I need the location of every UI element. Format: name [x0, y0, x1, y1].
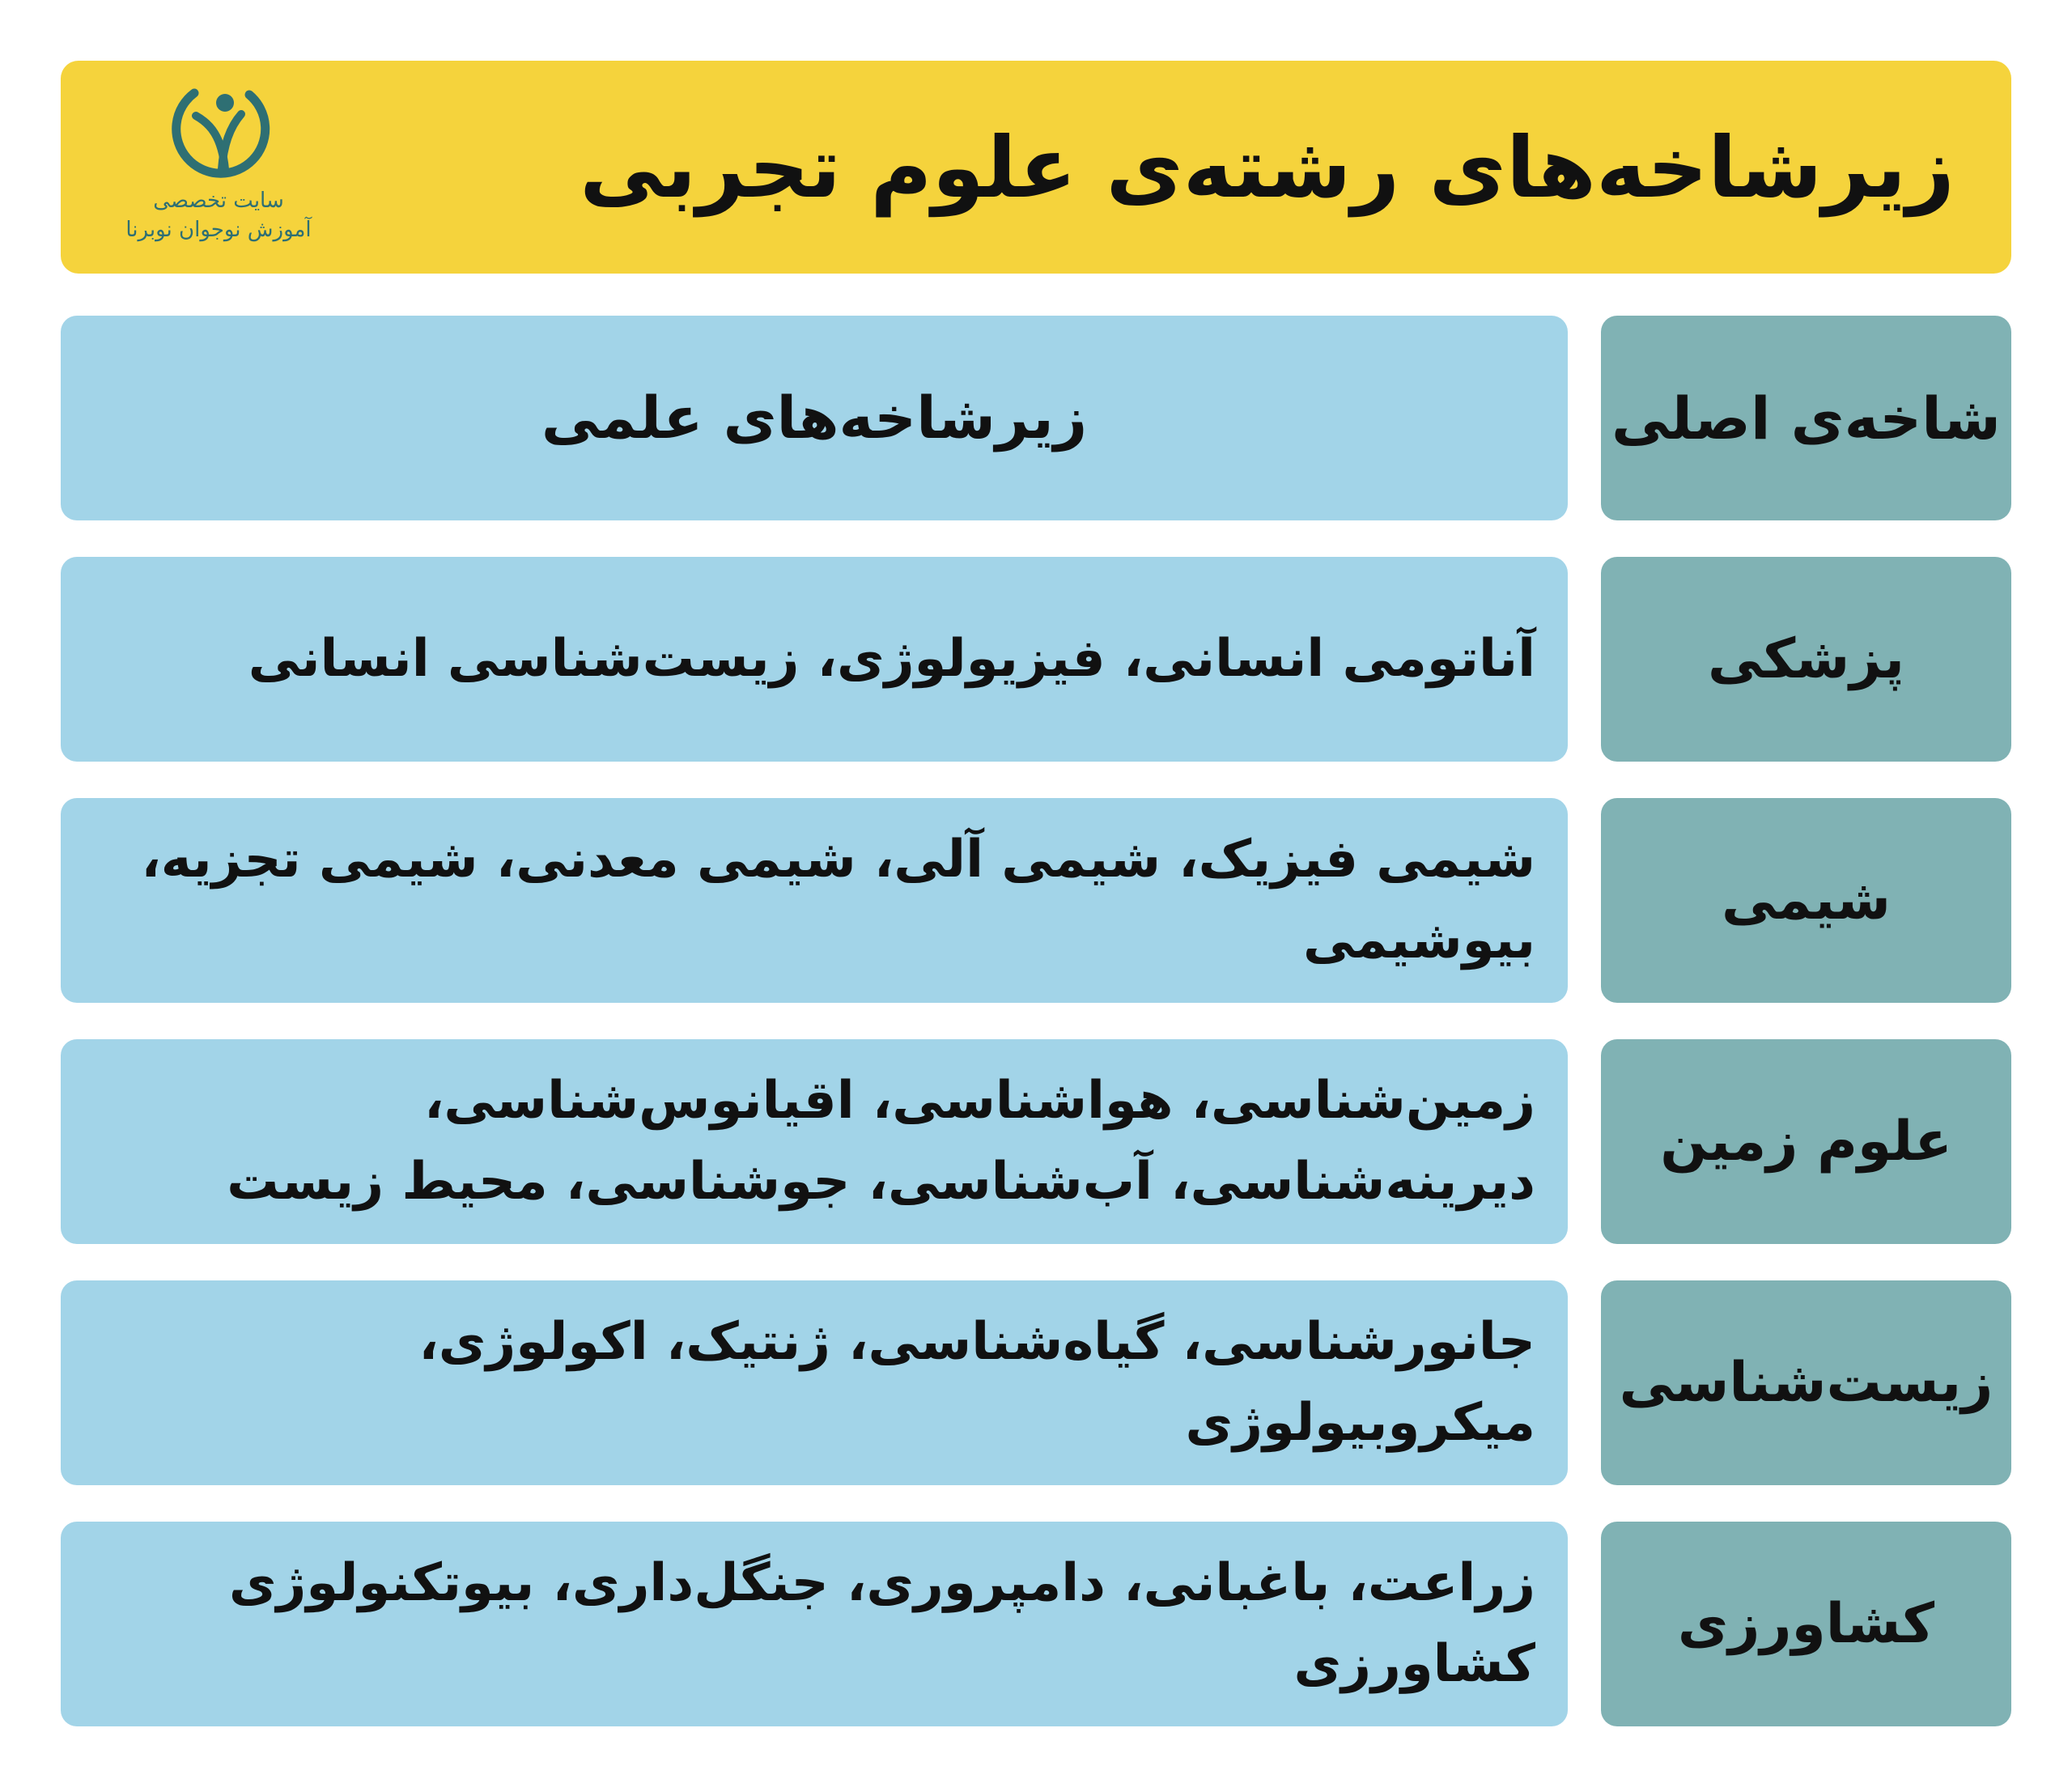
main-branch-header: شاخه‌ی اصلی	[1611, 384, 2001, 452]
main-branch-cell	[1601, 1039, 2011, 1244]
table-header-row	[61, 316, 2011, 520]
main-branch-text: پزشکی	[1707, 627, 1905, 691]
main-branch-cell	[1601, 798, 2011, 1003]
logo-line-1: سایت تخصصی	[153, 189, 284, 213]
sub-branches-text: شیمی فیزیک، شیمی آلی، شیمی معدنی، شیمی تجزیه، بیوشیمی	[141, 830, 1535, 970]
table-row	[61, 1039, 2011, 1244]
sub-branches-text: زراعت، باغبانی، دامپروری، جنگل‌داری، بیوتکنولوژی کشاورزی	[228, 1553, 1535, 1694]
table-row	[61, 557, 2011, 762]
sub-branches-cell	[61, 1039, 1568, 1244]
sub-branches-text: جانورشناسی، گیاه‌شناسی، ژنتیک، اکولوژی، میکروبیولوژی	[418, 1312, 1535, 1453]
main-branch-text: زیست‌شناسی	[1619, 1351, 1993, 1415]
table-row	[61, 798, 2011, 1003]
sub-branches-text: زمین‌شناسی، هواشناسی، اقیانوس‌شناسی، دیرینه‌شناسی، آب‌شناسی، جوشناسی، محیط زیست	[227, 1071, 1535, 1212]
main-branch-header-cell	[1601, 316, 2011, 520]
table-row	[61, 1280, 2011, 1485]
main-branch-cell	[1601, 1522, 2011, 1726]
main-branch-text: علوم زمین	[1660, 1110, 1952, 1174]
logo-line-2: آموزش نوجوان نوبرنا	[125, 218, 312, 242]
page-title: زیرشاخه‌های رشته‌ی علوم تجربی	[580, 117, 1955, 217]
sub-branches-header-cell	[61, 316, 1568, 520]
sub-branches-cell	[61, 1280, 1568, 1485]
header-banner	[61, 61, 2011, 274]
main-branch-text: شیمی	[1722, 868, 1892, 932]
main-branch-cell	[1601, 1280, 2011, 1485]
sub-branches-cell	[61, 1522, 1568, 1726]
sub-branches-cell	[61, 798, 1568, 1003]
logo-icon	[154, 79, 283, 184]
sub-branches-cell	[61, 557, 1568, 762]
main-branch-text: کشاورزی	[1677, 1592, 1935, 1656]
main-branch-cell	[1601, 557, 2011, 762]
sub-branches-header: زیرشاخه‌های علمی	[541, 383, 1088, 452]
table-row	[61, 1522, 2011, 1726]
sub-branches-text: آناتومی انسانی، فیزیولوژی، زیست‌شناسی انسانی	[248, 628, 1535, 689]
logo	[105, 79, 332, 261]
